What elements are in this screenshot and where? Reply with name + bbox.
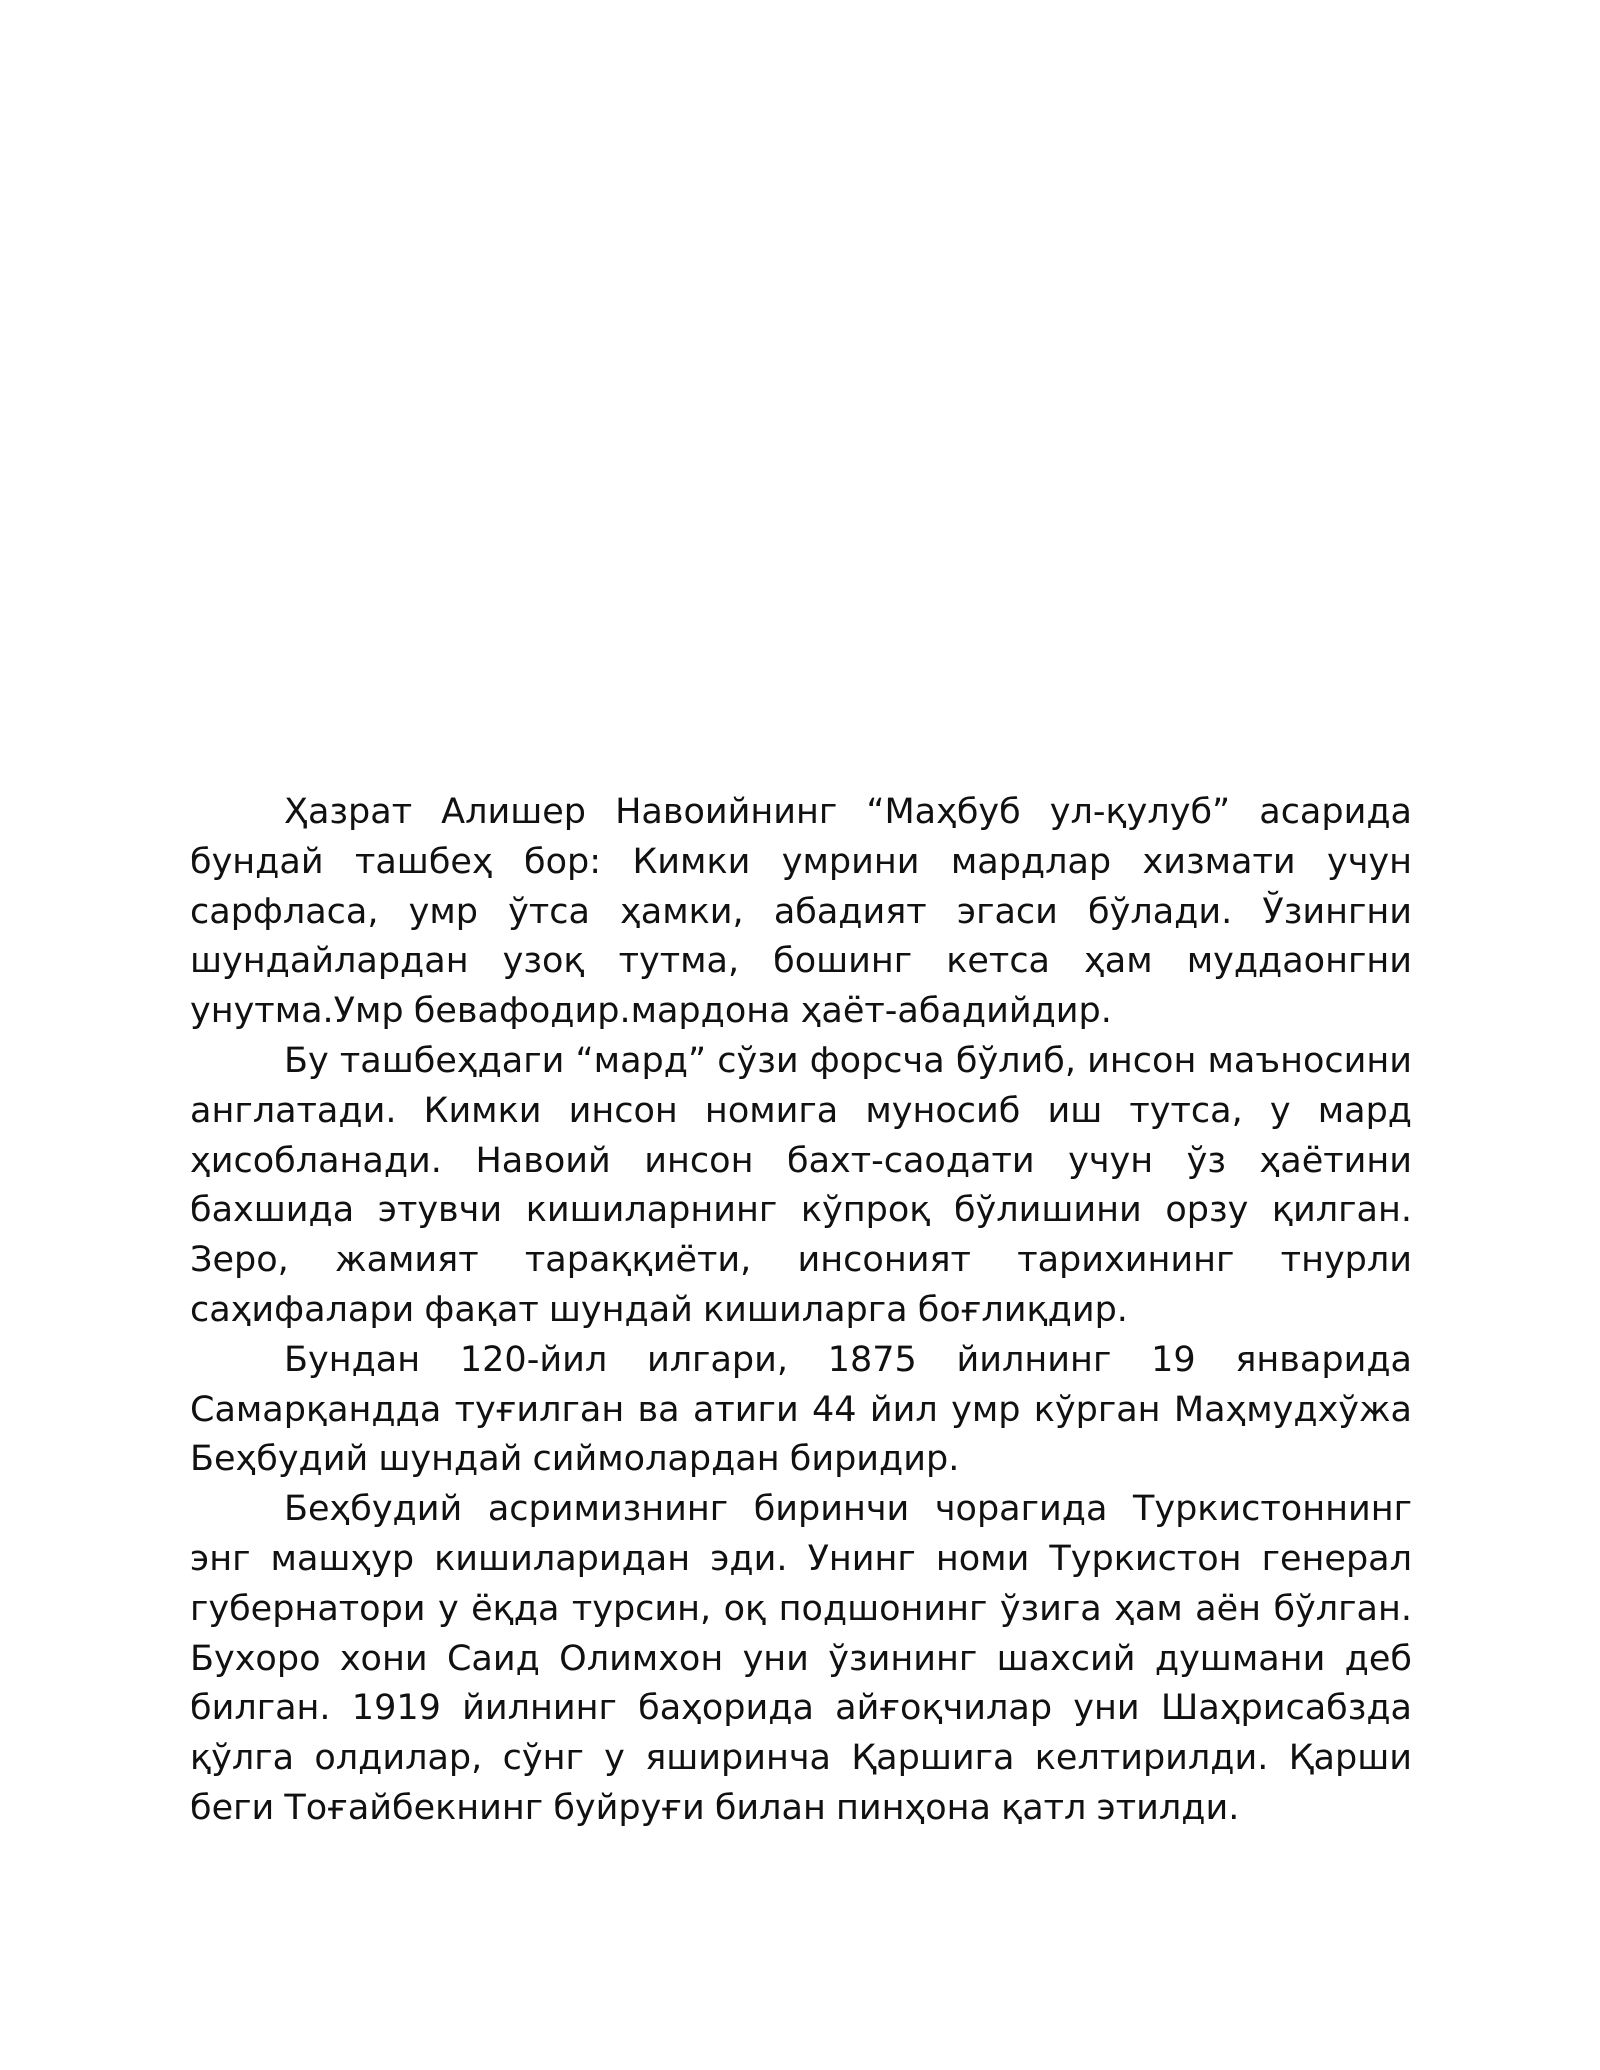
paragraph-3: Бундан 120-йил илгари, 1875 йилнинг 19 январида Самарқандда туғилган ва атиги 44 йил умр кўрган Маҳмудхўжа Беҳбудий шундай сиймолардан биридир. xyxy=(190,1339,1412,1480)
paragraph-2: Бу ташбеҳдаги “мард” сўзи форсча бўлиб, инсон маъносини англатади. Кимки инсон номига муносиб иш тутса, у мард ҳисобланади. Навоий инсон бахт-саодати учун ўз ҳаётини бахшида этувчи кишиларнинг кўпроқ бўлишини орзу қилган. Зеро, жамият тараққиёти, инсоният тарихининг тнурли саҳифалари фақат шундай кишиларга боғлиқдир. xyxy=(190,1040,1412,1330)
paragraph-4: Беҳбудий асримизнинг биринчи чорагида Туркистоннинг энг машҳур кишиларидан эди. Унинг номи Туркистон генерал губернатори у ёқда турсин, оқ подшонинг ўзига ҳам аён бўлган. Бухоро хони Саид Олимхон уни ўзининг шахсий душмани деб билган. 1919 йилнинг баҳорида айғоқчилар уни Шаҳрисабзда қўлга олдилар, сўнг у яширинча Қаршига келтирилди. Қарши беги Тоғайбекнинг буйруғи билан пинҳона қатл этилди. xyxy=(190,1489,1412,1828)
body-text xyxy=(190,788,1412,1834)
paragraph-1: Ҳазрат Алишер Навоийнинг “Маҳбуб ул-қулуб” асарида бундай ташбеҳ бор: Кимки умрини мардлар хизмати учун сарфласа, умр ўтса ҳамки, абадият эгаси бўлади. Ўзингни шундайлардан узоқ тутма, бошинг кетса ҳам муддаонгни унутма.Умр бевафодир.мардона ҳаёт-абадийдир. xyxy=(190,792,1412,1032)
